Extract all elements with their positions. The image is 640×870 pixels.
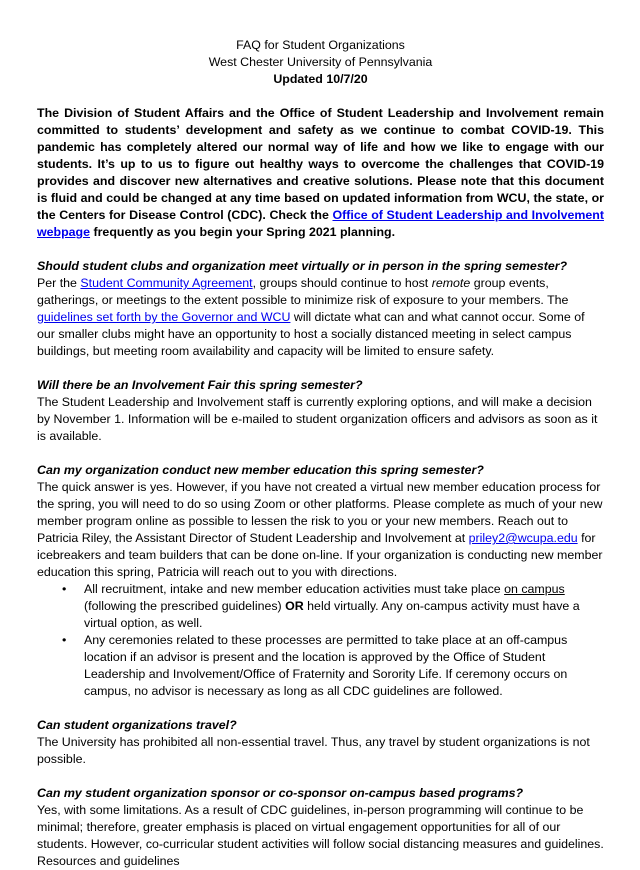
- answer-travel: The University has prohibited all non-essential travel. Thus, any travel by student organizations is not possible.: [37, 735, 590, 766]
- bullet-text: held virtually. Any on-campus activity must have a virtual option, as well.: [84, 599, 580, 630]
- community-agreement-link[interactable]: Student Community Agreement: [80, 276, 253, 290]
- bold-or: OR: [285, 599, 304, 613]
- answer-text: The quick answer is yes. However, if you have not created a virtual new member education process for the spring, you will need to do so using Zoom or other platforms. Please complete as much of your new member program online as possible to lessen the risk to you or your new members. Reach out to Patricia Riley, the Assistant Director of Student Leadership and Involvement at: [37, 480, 603, 545]
- document-title: FAQ for Student Organizations: [236, 38, 405, 52]
- email-link[interactable]: priley2@wcupa.edu: [468, 531, 578, 545]
- question-sponsor-programs: Can my student organization sponsor or co-sponsor on-campus based programs?: [37, 786, 524, 800]
- answer-text: Per the: [37, 276, 81, 290]
- bullet-text: (following the prescribed guidelines): [84, 599, 286, 613]
- sli-webpage-link[interactable]: Office of Student Leadership and Involvement webpage: [37, 208, 604, 239]
- answer-text: group events, gatherings, or meetings to the extent possible to minimize risk of exposure to your members. The: [37, 276, 569, 307]
- answer-involvement-fair: The Student Leadership and Involvement staff is currently exploring options, and will make a decision by November 1. Information will be e-mailed to student organization officers and advisors as soon as it is available.: [37, 395, 598, 443]
- answer-text: will dictate what can and what cannot occur. Some of our smaller clubs might have an opportunity to host a socially distanced meeting in select campus buildings, but meeting room availability and capacity will be limited to ensure safety.: [37, 310, 585, 358]
- document-header: [37, 37, 604, 88]
- answer-sponsor-programs: Yes, with some limitations. As a result of CDC guidelines, in-person programming will continue to be minimal; therefore, greater emphasis is placed on virtual engagement opportunities for all of our students. However, co-curricular student activities will follow social distancing measures and guidelines. Resources and guidelines: [37, 803, 604, 868]
- bullet-text: All recruitment, intake and new member education activities must take place: [84, 582, 505, 596]
- new-member-bullet-list: [37, 581, 604, 700]
- answer-meet-virtually: [37, 275, 604, 360]
- underlined-text: on campus: [504, 582, 565, 596]
- list-item: [84, 581, 604, 632]
- question-new-member-education: Can my organization conduct new member education this spring semester?: [37, 463, 484, 477]
- question-meet-virtually: Should student clubs and organization meet virtually or in person in the spring semester?: [37, 259, 568, 273]
- intro-paragraph: [37, 105, 604, 241]
- university-name: West Chester University of Pennsylvania: [208, 55, 433, 69]
- answer-text: , groups should continue to host: [252, 276, 432, 290]
- intro-text-end: frequently as you begin your Spring 2021 planning.: [90, 225, 396, 239]
- answer-new-member-education: [37, 479, 604, 581]
- question-involvement-fair: Will there be an Involvement Fair this spring semester?: [37, 378, 363, 392]
- emphasis-remote: remote: [431, 276, 471, 290]
- answer-text: for icebreakers and team builders that can be done on-line. If your organization is conducting new member education this spring, Patricia will reach out to you with directions.: [37, 531, 603, 579]
- governor-guidelines-link[interactable]: guidelines set forth by the Governor and WCU: [37, 310, 291, 324]
- updated-date: Updated 10/7/20: [273, 72, 368, 86]
- question-travel: Can student organizations travel?: [37, 718, 237, 732]
- list-item: • Any ceremonies related to these processes are permitted to take place at an off-campus location if an advisor is present and the location is approved by the Office of Student Leadership and Involvement/Office of Fraternity and Sorority Life. If ceremony occurs on campus, no advisor is necessary as long as all CDC guidelines are followed.: [84, 632, 604, 700]
- intro-text: The Division of Student Affairs and the Office of Student Leadership and Involvement remain committed to students’ development and safety as we continue to combat COVID-19. This pandemic has completely altered our normal way of life and how we like to engage with our students. It’s up to us to figure out healthy ways to overcome the challenges that COVID-19 provides and discover new alternatives and creative solutions. Please note that this document is fluid and could be changed at any time based on updated information from WCU, the state, or the Centers for Disease Control (CDC). Check the: [37, 106, 604, 222]
